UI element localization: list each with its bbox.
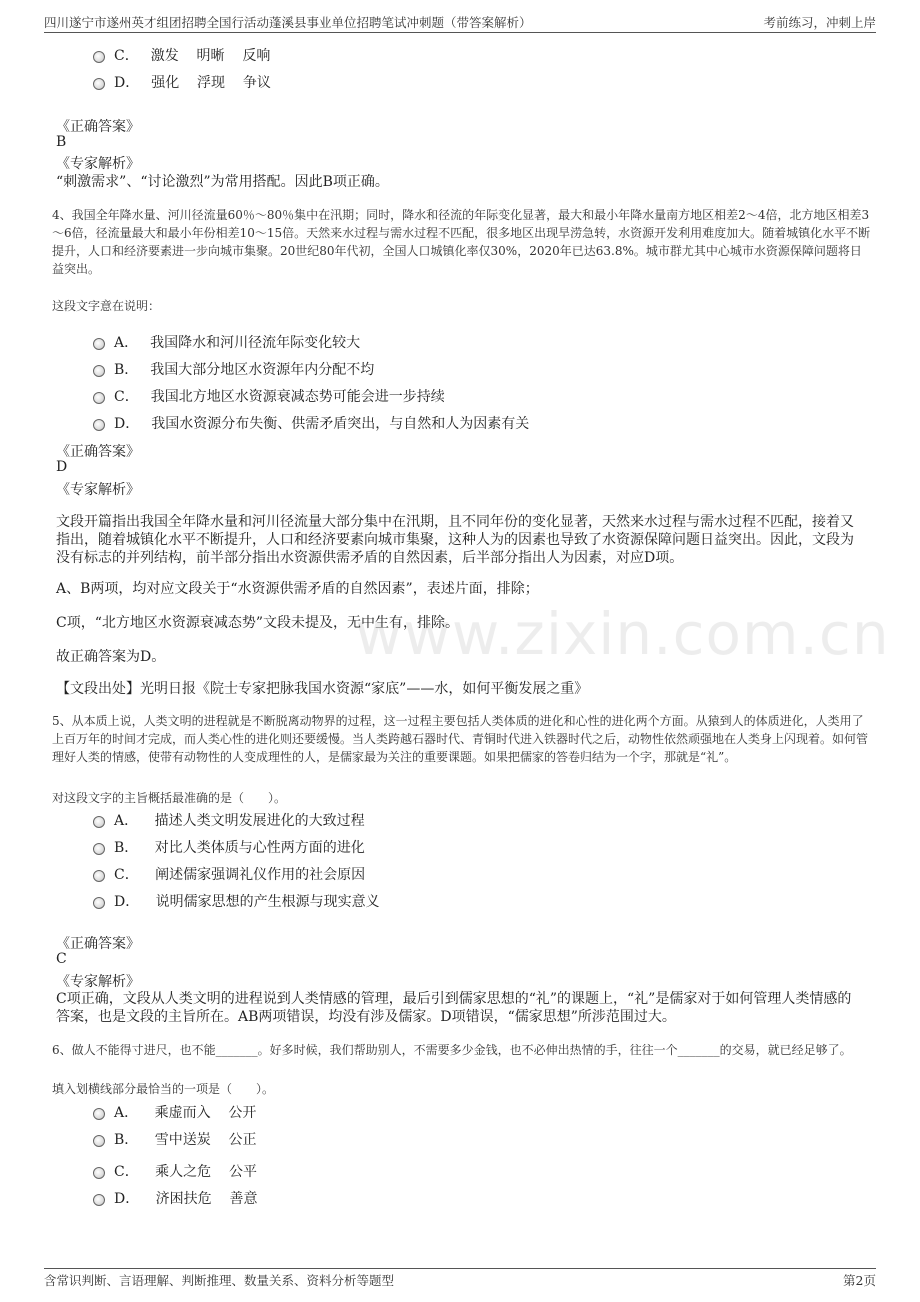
option-text: 乘人之危 公平 [150, 1164, 257, 1180]
analysis-paragraph: 文段开篇指出我国全年降水量和河川径流量大部分集中在汛期，且不同年份的变化显著，天然来水过程与需水过程不匹配，接着又指出，随着城镇化水平不断提升，人口和经济要素向城市集聚，这种人为的因素也导致了水资源保障问题日益突出。因此，文段为没有标志的并列结构，前半部分指出水资源供需矛盾的自然因素，后半部分指出人为因素，对应D项。 [56, 514, 854, 566]
option-letter: C． [114, 1164, 139, 1180]
option-text: 我国北方地区水资源衰减态势可能会进一步持续 [150, 389, 445, 405]
radio-icon[interactable] [93, 870, 105, 882]
option-text: 济困扶危 善意 [151, 1191, 258, 1207]
source-citation: 【文段出处】光明日报《院士专家把脉我国水资源“家底”——水，如何平衡发展之重》 [56, 681, 589, 697]
option-letter: B． [114, 840, 139, 856]
option-letter: C． [114, 48, 139, 64]
option-d[interactable] [93, 72, 271, 92]
analysis-paragraph: A、B两项，均对应文段关于“水资源供需矛盾的自然因素”，表述片面，排除； [56, 581, 539, 597]
analysis-label: 《专家解析》 [56, 974, 140, 990]
header-divider [44, 32, 876, 33]
option-text: 乘虚而入 公开 [150, 1105, 257, 1121]
option-a[interactable] [93, 810, 365, 830]
option-text: 激发 明晰 反响 [150, 48, 271, 64]
answer-value: D [56, 459, 68, 475]
radio-icon[interactable] [93, 419, 105, 431]
option-letter: C． [114, 867, 139, 883]
option-text: 我国大部分地区水资源年内分配不均 [150, 362, 375, 378]
option-a[interactable] [93, 332, 360, 352]
page-suffix: 页 [863, 1273, 876, 1288]
option-d[interactable] [93, 1188, 258, 1208]
question-stem: 4、我国全年降水量、河川径流量60％～80％集中在汛期；同时，降水和径流的年际变化显著，最大和最小年降水量南方地区相差2～4倍，北方地区相差3～6倍，径流量最大和最小年份相差10～15倍。天然来水过程与需水过程不匹配，很多地区出现旱涝急转，水资源开发利用难度加大。随着城镇化水平不断提升，人口和经济要素进一步向城市集聚。20世纪80年代初，全国人口城镇化率仅30%，2020年已达63.8%。城市群尤其中心城市水资源保障问题将日益突出。 [52, 208, 871, 276]
question-prompt: 对这段文字的主旨概括最准确的是（ ）。 [52, 791, 287, 805]
answer-label: 《正确答案》 [56, 119, 140, 135]
option-letter: A． [114, 335, 139, 351]
analysis-paragraph: C项正确，文段从人类文明的进程说到人类情感的管理，最后引到儒家思想的“礼”的课题上，“礼”是儒家对于如何管理人类情感的答案，也是文段的主旨所在。AB两项错误，均没有涉及儒家。D项错误，“儒家思想”所涉范围过大。 [56, 991, 852, 1025]
option-letter: D． [114, 894, 140, 910]
radio-icon[interactable] [93, 843, 105, 855]
analysis-label: 《专家解析》 [56, 156, 140, 172]
option-a[interactable] [93, 1102, 256, 1122]
option-d[interactable] [93, 891, 380, 911]
page-prefix: 第 [843, 1273, 856, 1288]
analysis-text: “刺激需求”、“讨论激烈”为常用搭配。因此B项正确。 [56, 174, 389, 190]
option-text: 我国水资源分布失衡、供需矛盾突出，与自然和人为因素有关 [151, 416, 530, 432]
option-letter: A． [114, 813, 139, 829]
answer-value: B [56, 134, 67, 150]
option-b[interactable] [93, 1129, 257, 1149]
option-letter: C． [114, 389, 139, 405]
option-text: 说明儒家思想的产生根源与现实意义 [151, 894, 380, 910]
option-d[interactable] [93, 413, 529, 433]
radio-icon[interactable] [93, 897, 105, 909]
radio-icon[interactable] [93, 365, 105, 377]
option-letter: D． [114, 75, 140, 91]
answer-value: C [56, 951, 67, 967]
option-letter: D． [114, 1191, 140, 1207]
question-prompt: 填入划横线部分最恰当的一项是（ ）。 [52, 1082, 275, 1096]
option-b[interactable] [93, 359, 374, 379]
radio-icon[interactable] [93, 392, 105, 404]
radio-icon[interactable] [93, 51, 105, 63]
radio-icon[interactable] [93, 1194, 105, 1206]
option-c[interactable] [93, 45, 270, 65]
answer-label: 《正确答案》 [56, 936, 140, 952]
option-b[interactable] [93, 837, 365, 857]
option-text: 阐述儒家强调礼仪作用的社会原因 [150, 867, 366, 883]
question-stem: 5、从本质上说，人类文明的进程就是不断脱离动物界的过程，这一过程主要包括人类体质的进化和心性的进化两个方面。从猿到人的体质进化，人类用了上百万年的时间才完成，而人类心性的进化则还要缓慢。当人类跨越石器时代、青铜时代进入铁器时代之后，动物性依然顽强地在人类身上闪现着。如何管理好人类的情感，使带有动物性的人变成理性的人，是儒家最为关注的重要课题。如果把儒家的答卷归结为一个字，那就是“礼”。 [52, 714, 869, 764]
radio-icon[interactable] [93, 816, 105, 828]
radio-icon[interactable] [93, 1167, 105, 1179]
document-title: 四川遂宁市遂州英才组团招聘全国行活动蓬溪县事业单位招聘笔试冲刺题（带答案解析） [44, 15, 532, 30]
radio-icon[interactable] [93, 338, 105, 350]
radio-icon[interactable] [93, 78, 105, 90]
footer-topics: 含常识判断、言语理解、判断推理、数量关系、资料分析等题型 [44, 1273, 395, 1288]
answer-label: 《正确答案》 [56, 444, 140, 460]
question-prompt: 这段文字意在说明： [52, 299, 161, 313]
option-text: 描述人类文明发展进化的大致过程 [150, 813, 365, 829]
option-c[interactable] [93, 864, 365, 884]
option-text: 强化 浮现 争议 [151, 75, 271, 91]
footer-divider [44, 1268, 876, 1269]
question-stem: 6、做人不能得寸进尺，也不能_______。好多时候，我们帮助别人，不需要多少金钱，也不必伸出热情的手，往往一个_______的交易，就已经足够了。 [52, 1043, 852, 1057]
option-c[interactable] [93, 386, 445, 406]
page-number [843, 1271, 876, 1289]
option-text: 对比人类体质与心性两方面的进化 [150, 840, 365, 856]
analysis-paragraph: C项，“北方地区水资源衰减态势”文段未提及，无中生有，排除。 [56, 615, 460, 631]
analysis-label: 《专家解析》 [56, 482, 140, 498]
radio-icon[interactable] [93, 1135, 105, 1147]
radio-icon[interactable] [93, 1108, 105, 1120]
option-letter: D． [114, 416, 140, 432]
option-c[interactable] [93, 1161, 257, 1181]
page-number-value: 2 [855, 1273, 864, 1288]
watermark: www.zixin.com.cn [355, 600, 890, 668]
option-text: 雪中送炭 公正 [150, 1132, 257, 1148]
option-text: 我国降水和河川径流年际变化较大 [150, 335, 361, 351]
option-letter: B． [114, 362, 139, 378]
header-slogan: 考前练习，冲刺上岸 [763, 15, 876, 30]
option-letter: A． [114, 1105, 139, 1121]
option-letter: B． [114, 1132, 139, 1148]
analysis-conclusion: 故正确答案为D。 [56, 649, 166, 665]
